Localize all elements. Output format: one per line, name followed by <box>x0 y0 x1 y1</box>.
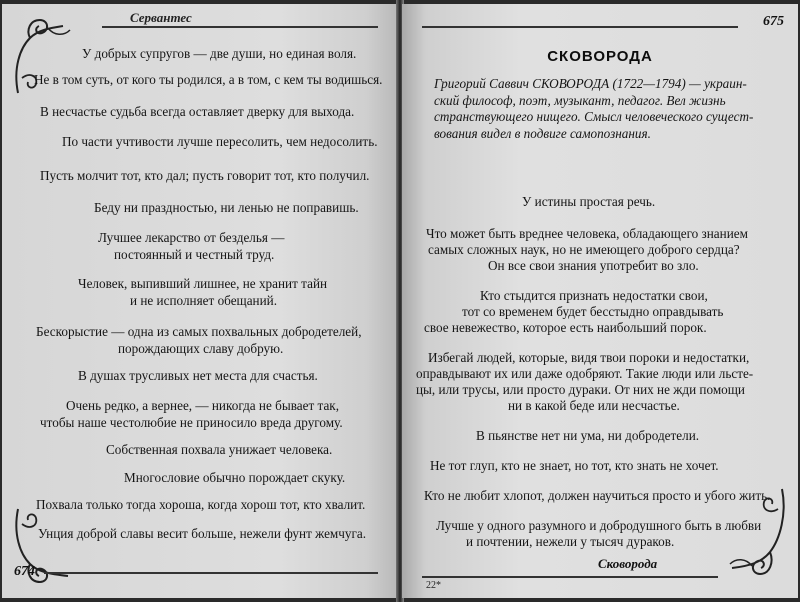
corner-ornament-bottom-left <box>8 504 78 594</box>
aphorism: Унция доброй славы весит больше, нежели фунт жемчуга. <box>38 526 367 541</box>
aphorism: Избегай людей, которые, видя твои пороки и недостатки, <box>428 350 750 365</box>
aphorism: Многословие обычно порождает скуку. <box>124 470 346 485</box>
aphorism: У добрых супругов — две души, но единая воля. <box>82 46 357 61</box>
aphorism: В несчастье судьба всегда оставляет дверку для выхода. <box>40 104 355 119</box>
right-page <box>402 4 798 598</box>
aphorism: цы, или трусы, или просто дураки. От них не жди помощи <box>416 382 745 397</box>
aphorism: Не в том суть, от кого ты родился, а в том, с кем ты водишься. <box>34 72 383 87</box>
aphorism: порождающих славу добрую. <box>118 341 284 356</box>
aphorism: оправдывают их или даже одобряют. Такие люди или льсте- <box>416 366 754 381</box>
footer-rule <box>44 572 378 574</box>
aphorism: Похвала только тогда хороша, когда хорош тот, кто хвалит. <box>36 497 366 512</box>
aphorism: чтобы наше честолюбие не приносило вреда другому. <box>40 415 343 430</box>
bio-line: вования видел в подвиге самопознания. <box>434 125 651 141</box>
section-title: СКОВОРОДА <box>547 48 653 65</box>
signature-mark: 22* <box>426 580 441 591</box>
page-number: 674 <box>14 564 35 579</box>
aphorism: тот со временем будет бесстыдно оправдывать <box>462 304 724 319</box>
aphorism: и почтении, нежели у тысяч дураков. <box>466 534 675 549</box>
aphorism: Пусть молчит тот, кто дал; пусть говорит тот, кто получил. <box>40 168 370 183</box>
aphorism: самых сложных наук, но не имеющего доброго сердца? <box>428 242 740 257</box>
aphorism: Кто не любит хлопот, должен научиться просто и убого жить. <box>424 488 771 503</box>
bio-line: странствующего нищего. Смысл человеческого сущест- <box>434 109 754 124</box>
aphorism: По части учтивости лучше пересолить, чем недосолить. <box>62 134 378 149</box>
aphorism: ни в какой беде или несчастье. <box>508 398 680 413</box>
aphorism: Он все свои знания употребит во зло. <box>488 258 699 273</box>
corner-ornament-bottom-right <box>722 484 792 584</box>
aphorism: Лучшее лекарство от безделья — <box>98 230 285 245</box>
footer-rule <box>422 576 718 578</box>
aphorism: Собственная похвала унижает человека. <box>106 442 333 457</box>
aphorism: У истины простая речь. <box>522 194 656 209</box>
aphorism: Не тот глуп, кто не знает, но тот, кто знать не хочет. <box>430 458 719 473</box>
aphorism: постоянный и честный труд. <box>114 247 275 262</box>
aphorism: Очень редко, а вернее, — никогда не бывает так, <box>66 398 340 413</box>
left-page <box>2 4 398 598</box>
author-bio <box>434 76 778 142</box>
header-rule <box>422 26 738 28</box>
bio-line: Григорий Саввич СКОВОРОДА (1722—1794) — украин- <box>434 76 747 91</box>
running-head: Сервантес <box>130 10 192 25</box>
aphorism: Лучше у одного разумного и добродушного быть в любви <box>436 518 762 533</box>
aphorism: и не исполняет обещаний. <box>130 293 278 308</box>
page-number: 675 <box>763 14 784 29</box>
aphorism: В пьянстве нет ни ума, ни добродетели. <box>476 428 700 443</box>
header-rule <box>102 26 378 28</box>
aphorism: Что может быть вреднее человека, обладающего знанием <box>426 226 748 241</box>
aphorism: В душах трусливых нет места для счастья. <box>78 368 318 383</box>
bio-line: ский философ, поэт, музыкант, педагог. Вел жизнь <box>434 92 726 108</box>
aphorism: Беду ни праздностью, ни ленью не поправишь. <box>94 200 359 215</box>
aphorism: Бескорыстие — одна из самых похвальных добродетелей, <box>36 324 362 339</box>
aphorism: свое невежество, которое есть наибольший порок. <box>424 320 707 335</box>
author-signature: Сковорода <box>598 556 658 571</box>
aphorism: Человек, выпивший лишнее, не хранит тайн <box>78 276 328 291</box>
aphorism: Кто стыдится признать недостатки свои, <box>480 288 708 303</box>
